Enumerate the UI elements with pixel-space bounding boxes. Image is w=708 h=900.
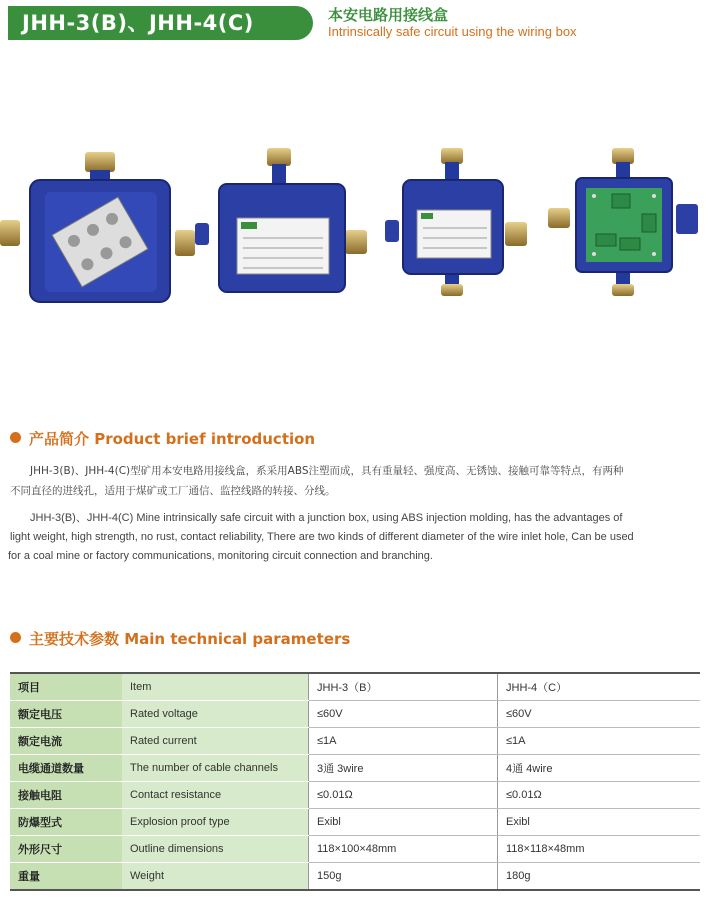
table-cell: ≤60V [309, 701, 498, 728]
table-cell: Item [122, 673, 309, 701]
table-row [10, 809, 700, 836]
table-cell: Exibl [309, 809, 498, 836]
table-cell: 项目 [10, 673, 122, 701]
table-cell: 180g [498, 863, 701, 891]
table-cell: ≤1A [309, 728, 498, 755]
table-row [10, 836, 700, 863]
table-row [10, 701, 700, 728]
intro-cn-line: JHH-3(B)、JHH-4(C)型矿用本安电路用接线盒，系采用ABS注塑而成，具有重量轻、强度高、无锈蚀、接触可靠等特点，有两种 [30, 465, 624, 477]
table-cell: 118×100×48mm [309, 836, 498, 863]
table-cell: The number of cable channels [122, 755, 309, 782]
intro-en-line: light weight, high strength, no rust, contact reliability, There are two kinds of different diameter of the wire inlet hole, Can be used [10, 531, 634, 543]
title-en: Intrinsically safe circuit using the wiring box [328, 24, 577, 39]
table-cell: Weight [122, 863, 309, 891]
table-cell: 118×118×48mm [498, 836, 701, 863]
intro-en-line: JHH-3(B)、JHH-4(C) Mine intrinsically safe circuit with a junction box, using ABS injection molding, has the advantages of [30, 512, 623, 524]
bullet-dot-icon [10, 632, 21, 643]
intro-title-text: 产品简介 Product brief introduction [29, 430, 316, 448]
table-cell: 额定电压 [10, 701, 122, 728]
closed-junction-box-4-way-icon [385, 148, 535, 298]
table-cell: 额定电流 [10, 728, 122, 755]
table-cell: ≤0.01Ω [498, 782, 701, 809]
bullet-dot-icon [10, 432, 21, 443]
table-cell: 电缆通道数量 [10, 755, 122, 782]
closed-junction-box-3-way-icon [195, 148, 375, 298]
table-cell: 150g [309, 863, 498, 891]
model-title-badge: JHH-3(B)、JHH-4(C) [8, 6, 313, 40]
table-cell: 4通 4wire [498, 755, 701, 782]
table-cell: Rated current [122, 728, 309, 755]
table-cell: 接触电阻 [10, 782, 122, 809]
table-cell: Rated voltage [122, 701, 309, 728]
table-cell: Contact resistance [122, 782, 309, 809]
table-cell: Explosion proof type [122, 809, 309, 836]
table-cell: ≤0.01Ω [309, 782, 498, 809]
table-row [10, 782, 700, 809]
table-cell: JHH-4（C） [498, 673, 701, 701]
table-cell: JHH-3（B） [309, 673, 498, 701]
table-cell: 防爆型式 [10, 809, 122, 836]
table-row [10, 728, 700, 755]
table-cell: Outline dimensions [122, 836, 309, 863]
intro-cn-paragraph [10, 462, 700, 481]
intro-section-title [10, 428, 315, 449]
intro-en-line: for a coal mine or factory communications, monitoring circuit connection and branching. [8, 550, 433, 562]
open-junction-box-pcb-icon [548, 148, 708, 298]
intro-cn-line: 不同直径的进线孔，适用于煤矿或工厂通信、监控线路的转接、分线。 [10, 485, 336, 497]
table-cell: 3通 3wire [309, 755, 498, 782]
intro-cn-paragraph-2 [10, 482, 700, 501]
open-junction-box-icon [0, 150, 200, 310]
table-cell: ≤60V [498, 701, 701, 728]
table-cell: 外形尺寸 [10, 836, 122, 863]
intro-en-paragraph-2 [10, 528, 700, 566]
table-row [10, 673, 700, 701]
table-cell: 重量 [10, 863, 122, 891]
table-row [10, 863, 700, 891]
table-cell: ≤1A [498, 728, 701, 755]
params-title-text: 主要技术参数 Main technical parameters [29, 630, 351, 648]
params-section-title [10, 628, 350, 649]
params-table [10, 672, 700, 891]
title-cn: 本安电路用接线盒 [328, 6, 449, 24]
intro-en-paragraph [10, 509, 700, 528]
table-row [10, 755, 700, 782]
table-cell: Exibl [498, 809, 701, 836]
